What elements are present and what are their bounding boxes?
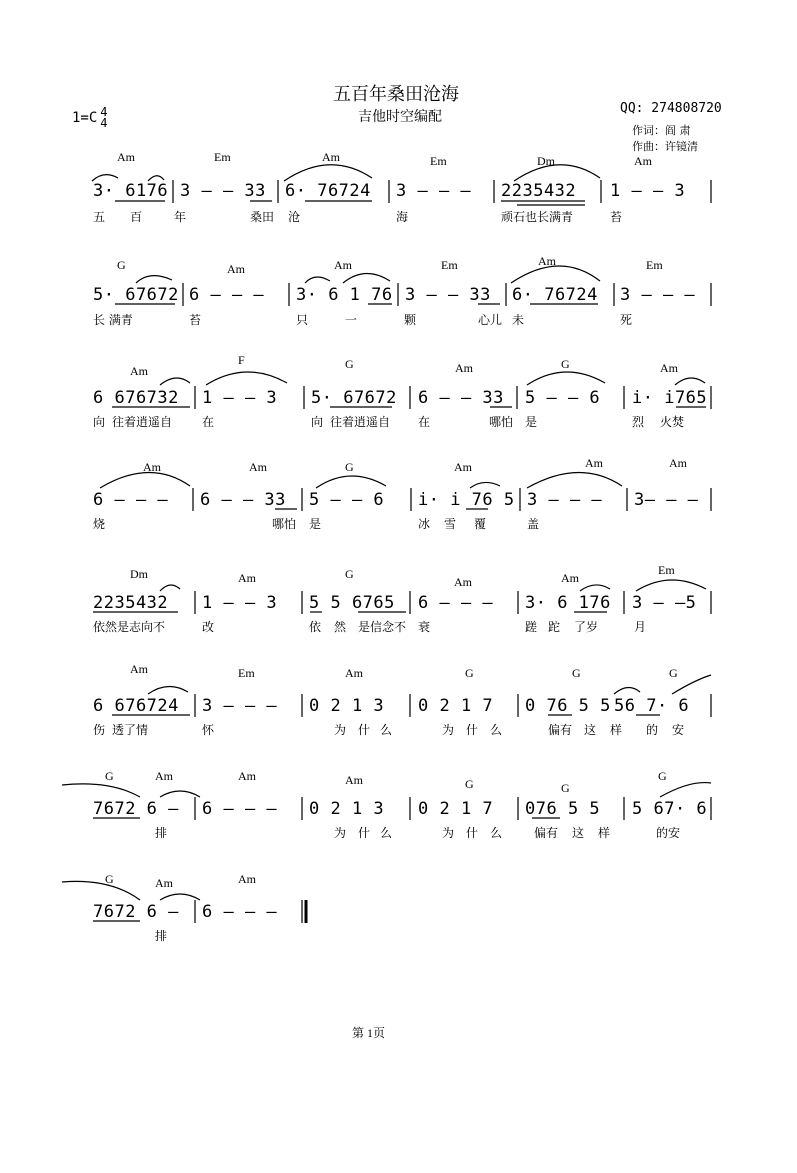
- measure: 6 — — 33: [200, 490, 286, 510]
- lyric: 心儿: [478, 313, 503, 327]
- chord: G: [561, 357, 570, 371]
- chord: Am: [155, 876, 173, 890]
- measure: 0 76 5 5: [525, 696, 611, 716]
- measure: 5 — — 6: [525, 388, 601, 408]
- measure: 3· 6176: [93, 181, 169, 201]
- chord: Em: [430, 154, 447, 168]
- measure: 6 — — 33: [418, 388, 504, 408]
- lyric: 哪怕: [272, 517, 297, 531]
- time-denominator: 4: [100, 116, 108, 130]
- lyric: 偏有: [534, 826, 559, 840]
- arranger-credit: 吉他时空编配: [358, 109, 442, 125]
- lyric: 火焚: [660, 415, 685, 429]
- measure: 5· 67672: [311, 388, 397, 408]
- chord: G: [669, 666, 678, 680]
- lyric: 偏有: [548, 723, 573, 737]
- measure: 7672 6 —: [93, 799, 179, 819]
- chord: F: [238, 353, 245, 367]
- chord: Am: [345, 773, 363, 787]
- lyric: 怀: [202, 723, 215, 737]
- measure: 3 — —5: [632, 593, 697, 613]
- measure: 3 — — —: [396, 181, 472, 201]
- lyric: 烈: [632, 415, 645, 429]
- chord: G: [465, 666, 474, 680]
- measure: 56 7· 6: [614, 696, 690, 716]
- chord: Em: [658, 563, 675, 577]
- lyric: 然: [334, 620, 347, 634]
- chord: Em: [214, 150, 231, 164]
- lyric: 烧: [93, 517, 106, 531]
- measure: 3 — — 33: [405, 285, 491, 305]
- chord: Am: [227, 262, 245, 276]
- measure: 6· 76724: [512, 285, 598, 305]
- chord: Am: [538, 254, 556, 268]
- measure: 3 — — —: [620, 285, 696, 305]
- chord: G: [561, 781, 570, 795]
- chord: Dm: [130, 567, 148, 581]
- measure: 6 — — —: [202, 799, 278, 819]
- lyricist-credit: 作词：阎 肃: [632, 124, 691, 137]
- measure: 2235432: [501, 181, 577, 201]
- chord: G: [658, 769, 667, 783]
- chord: Am: [454, 575, 472, 589]
- lyric: 沧: [288, 210, 301, 224]
- lyric: 依: [309, 620, 322, 634]
- lyric: 为: [334, 723, 347, 737]
- key-label: 1=C: [72, 110, 98, 126]
- lyric: 为: [442, 723, 455, 737]
- lyric: 颗: [404, 313, 417, 327]
- lyric: 一: [345, 313, 358, 327]
- measure: 0 2 1 7: [418, 696, 494, 716]
- lyric: 往着逍遥自: [112, 415, 173, 429]
- page-number: 第 1页: [352, 1026, 386, 1040]
- lyric: 什: [466, 723, 479, 737]
- chord: G: [572, 666, 581, 680]
- measure: 0 2 1 3: [309, 696, 385, 716]
- lyric: 改: [202, 620, 215, 634]
- lyric: 么: [490, 723, 503, 737]
- lyric: 什: [358, 723, 371, 737]
- lyric: 长 满青: [93, 313, 133, 327]
- lyric: 排: [155, 826, 168, 840]
- chord: Em: [646, 258, 663, 272]
- chord: Am: [238, 769, 256, 783]
- measure: 6 — — —: [189, 285, 265, 305]
- chord: Am: [454, 460, 472, 474]
- measure: 1 — — 3: [202, 593, 278, 613]
- lyric: 什: [358, 826, 371, 840]
- measure: i· i 76 5: [418, 490, 515, 510]
- chord: Am: [561, 571, 579, 585]
- measure: 7672 6 —: [93, 902, 179, 922]
- measure: 0 2 1 3: [309, 799, 385, 819]
- chord: Em: [238, 666, 255, 680]
- lyric: 跎: [548, 620, 561, 634]
- lyric: 蹉: [525, 620, 538, 634]
- qq-number: QQ: 274808720: [620, 101, 722, 116]
- lyric: 是信念不: [358, 620, 407, 634]
- measure: 6 — — —: [202, 902, 278, 922]
- chord: Am: [249, 460, 267, 474]
- chord: G: [465, 777, 474, 791]
- chord: Am: [143, 460, 161, 474]
- lyric: 哪怕: [489, 415, 514, 429]
- lyric: 苔: [189, 313, 202, 327]
- chord: G: [105, 872, 114, 886]
- lyric: 样: [610, 723, 623, 737]
- lyric: 么: [490, 826, 503, 840]
- chord: Am: [130, 662, 148, 676]
- lyric: 向: [93, 415, 106, 429]
- measure: 5 67· 6: [632, 799, 708, 819]
- measure: 3 — — 33: [180, 181, 266, 201]
- chord: G: [105, 769, 114, 783]
- lyric: 雪: [444, 517, 457, 531]
- measure: 5 — — 6: [309, 490, 385, 510]
- chord: Am: [334, 258, 352, 272]
- lyric: 透了情: [112, 723, 149, 737]
- lyric: 在: [202, 415, 215, 429]
- lyric: 衰: [418, 620, 431, 634]
- lyric: 为: [334, 826, 347, 840]
- measure: 6 — — —: [93, 490, 169, 510]
- lyric: 顽石也长满青: [501, 210, 574, 224]
- lyric: 海: [396, 210, 409, 224]
- lyric: 安: [672, 723, 685, 737]
- lyric: 了岁: [574, 620, 599, 634]
- lyric: 年: [174, 210, 187, 224]
- lyric: 冰: [418, 517, 431, 531]
- measure: 6· 76724: [285, 181, 371, 201]
- chord: Am: [585, 456, 603, 470]
- chord: G: [345, 460, 354, 474]
- chord: Am: [130, 364, 148, 378]
- lyric: 是: [309, 517, 322, 531]
- lyric: 样: [598, 826, 611, 840]
- lyric: 的安: [656, 826, 681, 840]
- lyric: 只: [296, 313, 309, 327]
- lyric: 是: [525, 415, 538, 429]
- chord: G: [345, 357, 354, 371]
- lyric: 伤: [93, 723, 106, 737]
- chord: Am: [322, 150, 340, 164]
- lyric: 五: [93, 210, 106, 224]
- composer-credit: 作曲：许镜清: [632, 140, 698, 153]
- measure: 0 2 1 7: [418, 799, 494, 819]
- lyric: 往着逍遥自: [330, 415, 391, 429]
- lyric: 这: [584, 723, 597, 737]
- lyric: 苔: [610, 210, 623, 224]
- measure: i· i765: [632, 388, 708, 408]
- measure: 3— — —: [634, 490, 699, 510]
- lyric: 为: [442, 826, 455, 840]
- lyric: 未: [512, 313, 525, 327]
- lyric: 么: [380, 826, 393, 840]
- chord: Am: [660, 361, 678, 375]
- measure: 3 — — —: [527, 490, 603, 510]
- lyric: 向: [311, 415, 324, 429]
- measure: 3· 6 1 76: [296, 285, 393, 305]
- lyric: 排: [155, 929, 168, 943]
- chord: Am: [238, 872, 256, 886]
- chord: Am: [455, 361, 473, 375]
- chord: Am: [238, 571, 256, 585]
- chord: G: [117, 258, 126, 272]
- lyric: 这: [572, 826, 585, 840]
- time-numerator: 4: [100, 105, 108, 119]
- measure: 3· 6 176: [525, 593, 611, 613]
- measure: 1 — — 3: [202, 388, 278, 408]
- measure: 6 676724: [93, 696, 179, 716]
- chord: Am: [669, 456, 687, 470]
- lyric: 月: [634, 620, 647, 634]
- lyric: 的: [646, 723, 659, 737]
- chord: G: [345, 567, 354, 581]
- lyric: 什: [466, 826, 479, 840]
- chord: Am: [345, 666, 363, 680]
- lyric: 依然是志向不: [93, 620, 166, 634]
- song-title: 五百年桑田沧海: [333, 84, 459, 105]
- lyric: 覆: [474, 517, 487, 531]
- chord: Am: [634, 154, 652, 168]
- chord: Am: [155, 769, 173, 783]
- lyric: 在: [418, 415, 431, 429]
- lyric: 百: [130, 210, 143, 224]
- measure: 5 5 6765: [309, 593, 395, 613]
- measure: 5· 67672: [93, 285, 179, 305]
- measure: 6 676732: [93, 388, 179, 408]
- lyric: 么: [380, 723, 393, 737]
- chord: Em: [441, 258, 458, 272]
- measure: 3 — — —: [202, 696, 278, 716]
- measure: 1 — — 3: [610, 181, 686, 201]
- measure: 6 — — —: [418, 593, 494, 613]
- lyric: 桑田: [250, 210, 275, 224]
- measure: 076 5 5: [525, 799, 601, 819]
- chord: Am: [117, 150, 135, 164]
- measure: 2235432: [93, 593, 169, 613]
- lyric: 盖: [527, 517, 540, 531]
- chord: Dm: [537, 154, 555, 168]
- lyric: 死: [620, 313, 633, 327]
